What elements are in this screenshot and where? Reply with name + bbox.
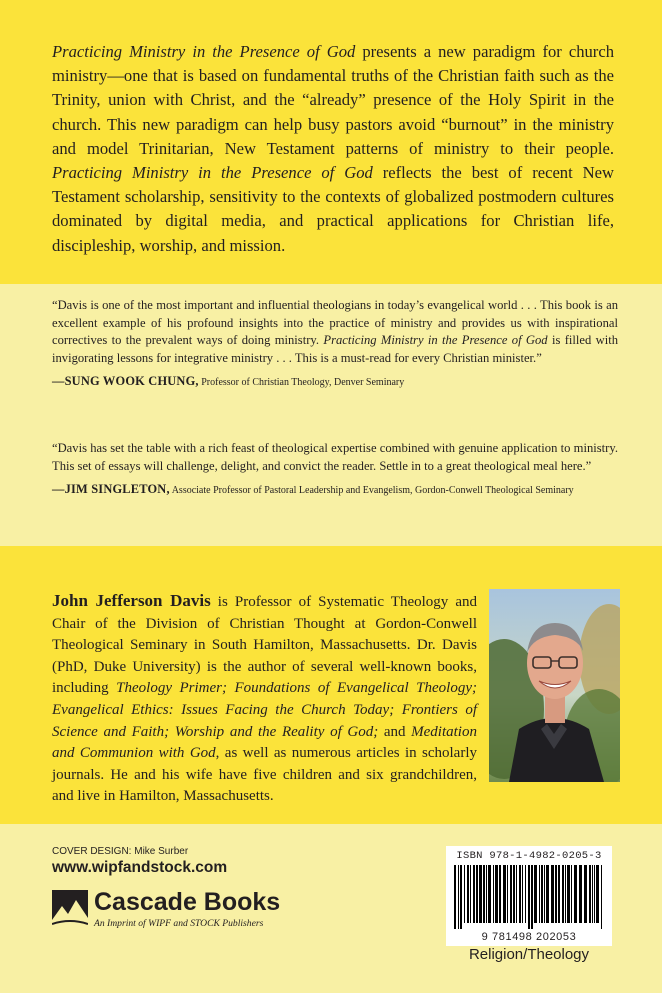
barcode-bar — [579, 865, 582, 923]
book-list-italic: Theology Primer; Foundations of Evangelical Theology; Evangelical Ethics: Issues Facing the Church Today; Frontiers of Science and Faith; Worship and the Reality of God; — [52, 680, 477, 740]
barcode-bar — [555, 865, 557, 923]
barcode-bar — [486, 865, 487, 923]
barcode-bar — [541, 865, 543, 923]
barcode-bar — [467, 865, 469, 923]
endorser-role: Professor of Christian Theology, Denver Seminary — [198, 377, 405, 389]
barcode-bar — [464, 865, 465, 923]
barcode-bar — [454, 865, 456, 929]
endorser-name: —SUNG WOOK CHUNG, — [52, 374, 199, 389]
endorsement-attribution — [52, 373, 618, 392]
author-name: John Jefferson Davis — [52, 591, 211, 610]
barcode-bar — [499, 865, 501, 923]
publisher-logo — [52, 888, 302, 934]
barcode-bar — [601, 865, 602, 929]
barcode-digits: 9 781498 202053 — [481, 931, 577, 943]
barcode-bar — [596, 865, 599, 923]
author-photo-illustration — [489, 589, 620, 782]
author-photo — [489, 589, 620, 782]
book-title-italic: Meditation and Communion with God — [52, 723, 477, 762]
barcode-bar — [539, 865, 540, 923]
book-category: Religion/Theology — [468, 946, 590, 963]
barcode-bar — [525, 865, 526, 923]
barcode-bar — [551, 865, 554, 923]
barcode-bar — [531, 865, 533, 929]
barcode-bar — [519, 865, 521, 923]
publisher-imprint: An Imprint of WIPF and STOCK Publishers — [94, 918, 264, 929]
barcode-bar — [528, 865, 530, 929]
isbn-barcode — [446, 846, 612, 946]
author-bio — [52, 590, 477, 808]
barcode-bar — [495, 865, 498, 923]
isbn-number: ISBN 978-1-4982-0205-3 — [456, 850, 602, 862]
barcode-bar — [594, 865, 595, 923]
barcode-bar — [565, 865, 566, 923]
barcode-bar — [479, 865, 482, 923]
endorsement-2 — [52, 440, 618, 500]
cover-design-credit: COVER DESIGN: Mike Surber — [52, 846, 189, 857]
publisher-name: Cascade Books — [94, 888, 281, 916]
endorsement-text: “Davis has set the table with a rich feast of theological expertise combined with genuine application to ministry. This set of essays will challenge, delight, and convict the reader. Settle in to a great theological meal here.” — [52, 441, 618, 473]
endorser-name: —JIM SINGLETON, — [52, 482, 170, 497]
endorser-role: Associate Professor of Pastoral Leadership and Evangelism, Gordon-Conwell Theological Seminary — [169, 485, 574, 497]
description-text: reflects the best of recent New Testament scholarship, sensitivity to the contexts of globalized postmodern cultures dominated by digital media, and practical applications for Christian life, discipleship, worship, and mission. — [52, 163, 614, 255]
endorsement-1 — [52, 297, 618, 392]
barcode-bars — [454, 865, 604, 929]
book-title-italic: Practicing Ministry in the Presence of God — [52, 42, 356, 61]
barcode-bar — [546, 865, 549, 923]
barcode-bar — [503, 865, 506, 923]
bio-text: is Professor of Systematic Theology and Chair of the Division of Christian Thought at Gordon-Conwell Theological Seminary in South Hamilton, Massachusetts. Dr. Davis (PhD, Duke University) is the author of several well-known books, including — [52, 594, 477, 697]
barcode-bar — [516, 865, 517, 923]
barcode-bar — [574, 865, 577, 923]
barcode-bar — [493, 865, 494, 923]
barcode-bar — [571, 865, 572, 923]
barcode-bar — [488, 865, 491, 923]
endorsement-text: is filled with invigorating lessons for integrative ministry . . . This is a must-read for every Christian minister.” — [52, 333, 618, 365]
barcode-bar — [483, 865, 485, 923]
endorsement-text: “Davis is one of the most important and influential theologians in today’s evangelical world . . . This book is an excellent example of his profound insights into the practice of ministry and provides us with inspirational correctives to the prevalent ways of doing ministry. — [52, 298, 618, 348]
barcode-bar — [476, 865, 478, 923]
barcode-bar — [584, 865, 587, 923]
mountain-logo-icon — [52, 890, 88, 930]
barcode-bar — [470, 865, 471, 923]
publisher-website: www.wipfandstock.com — [52, 859, 228, 876]
barcode-bar — [567, 865, 570, 923]
barcode-bar — [544, 865, 545, 923]
description-text: presents a new paradigm for church ministry—one that is based on fundamental truths of the Christian faith such as the Trinity, union with Christ, and the “already” presence of the Holy Spirit in the church. This new paradigm can help busy pastors avoid “burnout” in the ministry and model Trinitarian, New Testament patterns of ministry to their people. — [52, 42, 614, 158]
endorsement-attribution — [52, 481, 618, 500]
book-title-italic: Practicing Ministry in the Presence of God — [52, 163, 373, 183]
book-title-italic: Practicing Ministry in the Presence of God — [323, 333, 548, 348]
barcode-bar — [460, 865, 462, 929]
barcode-bar — [510, 865, 512, 923]
barcode-bar — [507, 865, 508, 923]
barcode-bar — [458, 865, 459, 929]
barcode-bar — [562, 865, 564, 923]
barcode-bar — [558, 865, 560, 923]
book-description — [52, 40, 614, 258]
barcode-bar — [513, 865, 515, 923]
barcode-bar — [592, 865, 593, 923]
barcode-bar — [473, 865, 475, 923]
barcode-bar — [534, 865, 537, 923]
bio-text: and — [378, 723, 412, 740]
barcode-bar — [522, 865, 523, 923]
bio-text: , as well as numerous articles in scholarly journals. He and his wife have five children and six grandchildren, and live in Hamilton, Massachusetts. — [52, 745, 477, 805]
barcode-bar — [589, 865, 591, 923]
